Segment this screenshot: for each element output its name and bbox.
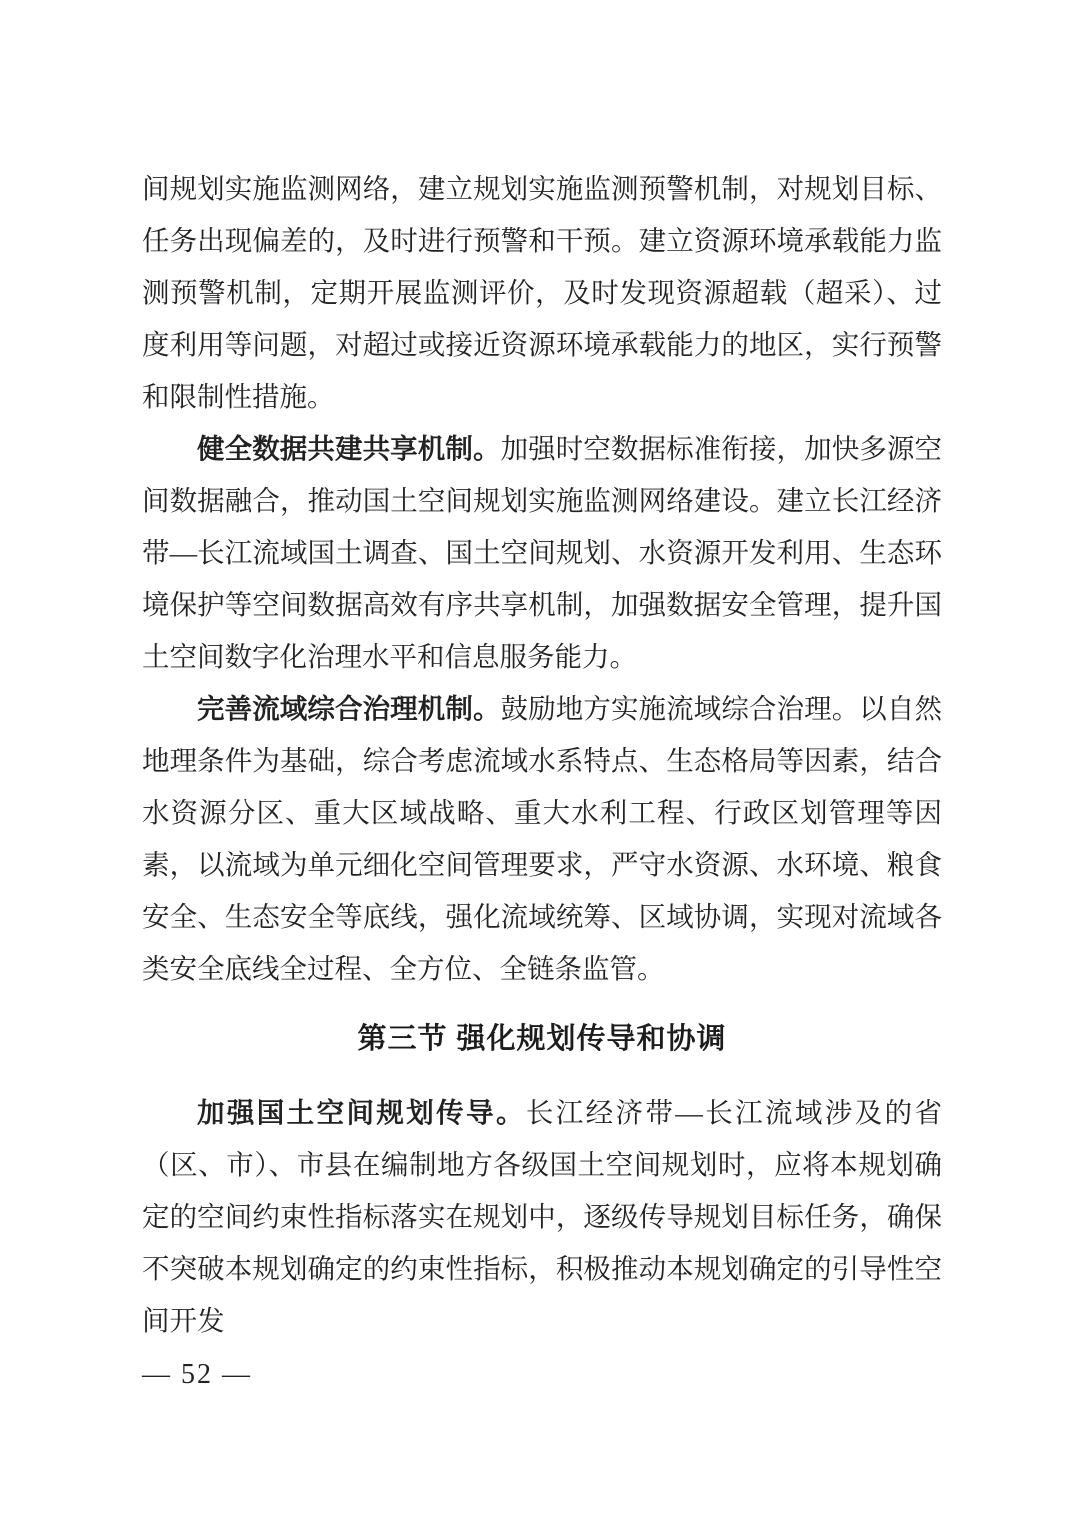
paragraph-text: 间规划实施监测网络，建立规划实施监测预警机制，对规划目标、任务出现偏差的，及时进行预警和干预。建立资源环境承载能力监测预警机制，定期开展监测评价，及时发现资源超载（超采）、过度利用等问题，对超过或接近资源环境承载能力的地区，实行预警和限制性措施。	[142, 173, 942, 412]
paragraph-lead: 加强国土空间规划传导。	[197, 1097, 526, 1128]
paragraph-text: 鼓励地方实施流域综合治理。以自然地理条件为基础，综合考虑流域水系特点、生态格局等因素，结合水资源分区、重大区域战略、重大水利工程、行政区划管理等因素，以流域为单元细化空间管理要求，严守水资源、水环境、粮食安全、生态安全等底线，强化流域统筹、区域协调，实现对流域各类安全底线全过程、全方位、全链条监管。	[142, 693, 943, 984]
section-heading: 第三节 强化规划传导和协调	[357, 1023, 727, 1055]
paragraph-continuation	[142, 163, 942, 423]
paragraph-data-sharing	[142, 423, 942, 683]
paragraph-basin-governance	[142, 683, 942, 995]
paragraph-text: 长江经济带—长江流域涉及的省（区、市）、市县在编制地方各级国土空间规划时，应将本规划确定的空间约束性指标落实在规划中，逐级传导规划目标任务，确保不突破本规划确定的约束性指标，积极推动本规划确定的引导性空间开发	[142, 1097, 943, 1336]
paragraph-planning-transmission	[142, 1087, 942, 1347]
document-body	[142, 163, 942, 1347]
page-number: — 52 —	[142, 1359, 252, 1390]
page-footer	[142, 1358, 252, 1392]
paragraph-text: 加强时空数据标准衔接，加快多源空间数据融合，推动国土空间规划实施监测网络建设。建立长江经济带—长江流域国土调查、国土空间规划、水资源开发利用、生态环境保护等空间数据高效有序共享机制，加强数据安全管理，提升国土空间数字化治理水平和信息服务能力。	[142, 433, 943, 672]
paragraph-lead: 健全数据共建共享机制。	[197, 433, 501, 464]
paragraph-lead: 完善流域综合治理机制。	[197, 693, 501, 724]
